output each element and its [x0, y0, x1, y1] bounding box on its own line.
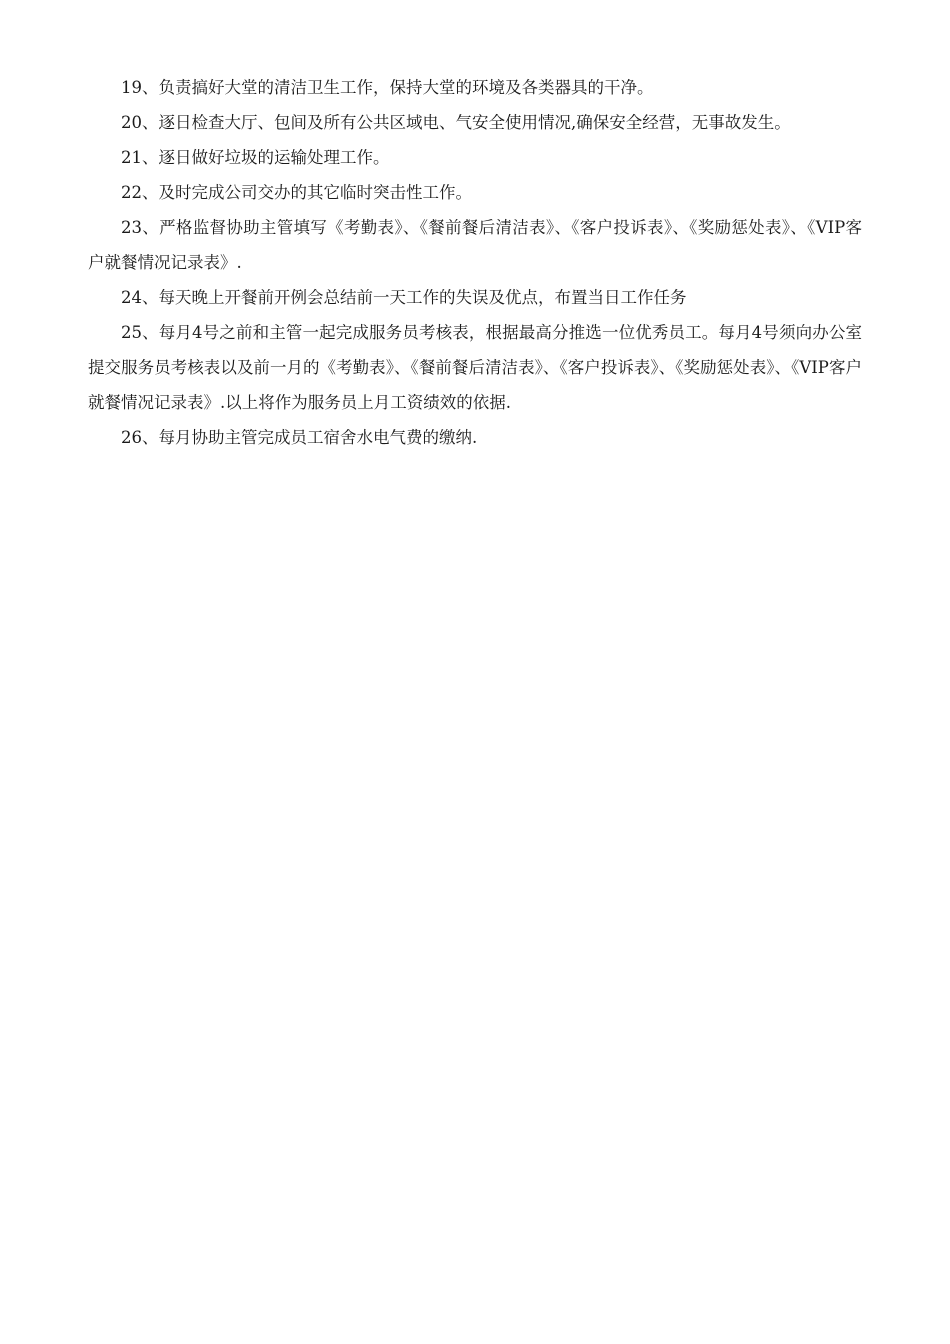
document-body — [88, 70, 862, 455]
paragraph-26: 26、每月协助主管完成员工宿舍水电气费的缴纳. — [121, 428, 478, 447]
paragraph-25: 25、每月4号之前和主管一起完成服务员考核表，根据最高分推选一位优秀员工。每月4号须向办公室提交服务员考核表以及前一月的《考勤表》、《餐前餐后清洁表》、《客户投诉表》、《奖励惩处表》、《VIP客户就餐情况记录表》.以上将作为服务员上月工资绩效的依据. — [88, 323, 862, 412]
paragraph-23: 23、严格监督协助主管填写《考勤表》、《餐前餐后清洁表》、《客户投诉表》、《奖励惩处表》、《VIP客户就餐情况记录表》. — [88, 218, 862, 272]
paragraph-24: 24、每天晚上开餐前开例会总结前一天工作的失误及优点，布置当日工作任务 — [121, 288, 687, 307]
paragraph-22: 22、及时完成公司交办的其它临时突击性工作。 — [121, 183, 472, 202]
paragraph-19: 19、负责搞好大堂的清洁卫生工作，保持大堂的环境及各类器具的干净。 — [121, 78, 654, 97]
paragraph-20: 20、逐日检查大厅、包间及所有公共区域电、气安全使用情况,确保安全经营，无事故发生。 — [121, 113, 791, 132]
paragraph-21: 21、逐日做好垃圾的运输处理工作。 — [121, 148, 390, 167]
